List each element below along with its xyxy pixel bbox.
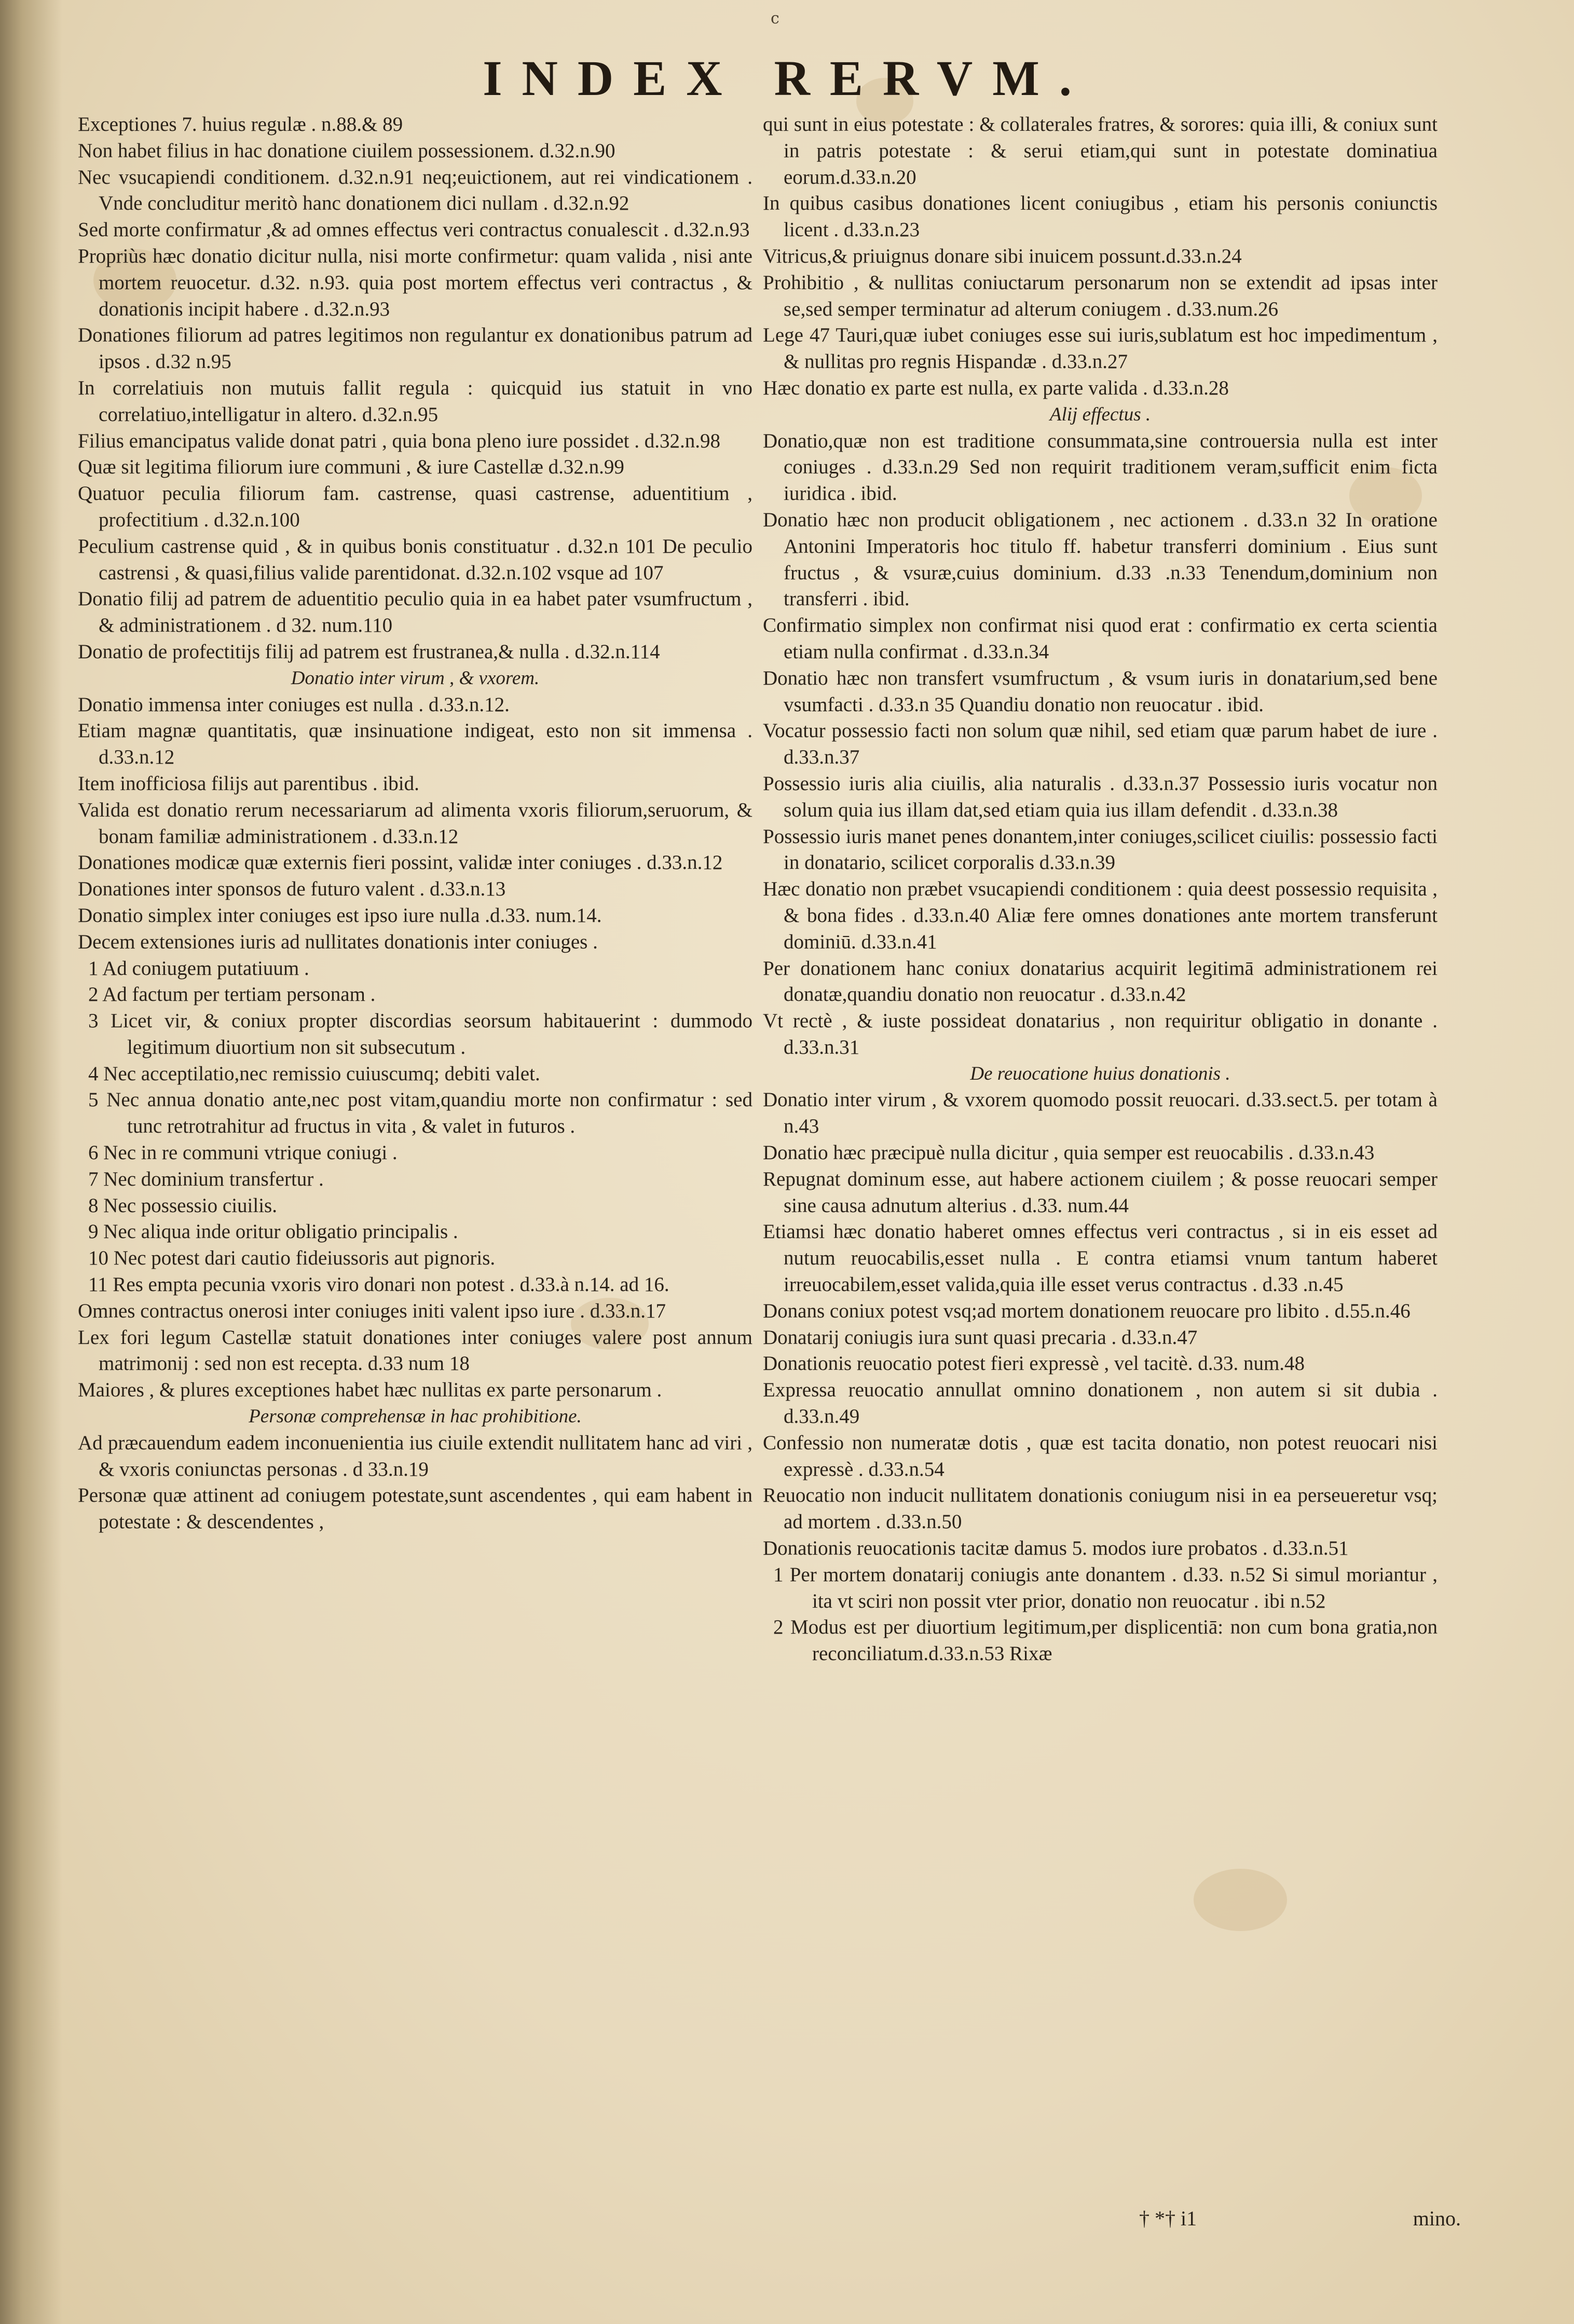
index-entry: Repugnat dominum esse, aut habere actionem ciuilem ; & posse reuocari semper sine causa adnutum alterius . d.33. num.44 [763, 1167, 1438, 1217]
index-entry: Donatio inter virum , & vxorem quomodo possit reuocari. d.33.sect.5. per totam à n.43 [763, 1089, 1438, 1138]
index-entry: Filius emancipatus valide donat patri , quia bona pleno iure possidet . d.32.n.98 [78, 429, 721, 452]
index-entry: Ad præcauendum eadem inconuenientia ius ciuile extendit nullitatem hanc ad viri , & vxoris coniunctas personas . d 33.n.19 [78, 1431, 752, 1480]
index-entry: qui sunt in eius potestate : & collaterales fratres, & sorores: quia illi, & coniux sunt in patris potestate : & serui etiam,qui sunt in potestate dominatiua eorum.d.33.n.20 [763, 113, 1438, 188]
index-entry: Expressa reuocatio annullat omnino donationem , non autem si sit dubia . d.33.n.49 [763, 1379, 1438, 1428]
index-entry: Donatio hæc non transfert vsumfructum , & vsum iuris in donatarium,sed bene vsumfacti . d.33.n 35 Quandiu donatio non reuocatur . ibid. [763, 667, 1438, 716]
index-entry: Possessio iuris alia ciuilis, alia naturalis . d.33.n.37 Possessio iuris vocatur non solum quia ius illam dat,sed etiam quia ius illam defendit . d.33.n.38 [763, 772, 1438, 821]
index-entry: Quæ sit legitima filiorum iure communi , & iure Castellæ d.32.n.99 [78, 456, 624, 479]
index-entry: Exceptiones 7. huius regulæ . n.88.& 89 [78, 113, 403, 135]
index-entry: Possessio iuris manet penes donantem,inter coniuges,scilicet ciuilis: possessio facti in donatario, scilicet corporalis d.33.n.39 [763, 825, 1438, 874]
index-subheading: De reuocatione huius donationis . [970, 1063, 1230, 1084]
index-entry: Confessio non numeratæ dotis , quæ est tacita donatio, non potest reuocari nisi expressè . d.33.n.54 [763, 1431, 1438, 1480]
catchword: mino. [1413, 2207, 1461, 2230]
index-entry: In quibus casibus donationes licent coniugibus , etiam his personis coniunctis licent . d.33.n.23 [763, 192, 1438, 241]
index-entry: Confirmatio simplex non confirmat nisi quod erat : confirmatio ex certa scientia etiam nulla confirmat . d.33.n.34 [763, 614, 1438, 663]
index-entry: Propriùs hæc donatio dicitur nulla, nisi morte confirmetur: quam valida , nisi ante mortem reuocetur. d.32. n.93. quia post mortem effectus veri contractus , & donationis incipit habere . d.32.n.93 [78, 244, 752, 320]
index-entry: Reuocatio non inducit nullitatem donationis coniugum nisi in ea perseueretur vsq; ad mortem . d.33.n.50 [763, 1484, 1438, 1533]
index-column-left [78, 112, 752, 2214]
index-entry: In correlatiuis non mutuis fallit regula : quicquid ius statuit in vno correlatiuo,intelligatur in altero. d.32.n.95 [78, 376, 752, 426]
index-entry: Prohibitio , & nullitas coniuctarum personarum non se extendit ad ipsas inter se,sed semper terminatur ad alterum coniugem . d.33.num.26 [763, 271, 1438, 320]
index-entry: 4 Nec acceptilatio,nec remissio cuiuscumq; debiti valet. [88, 1062, 540, 1085]
index-entry: 2 Modus est per diuortium legitimum,per displicentiā: non cum bona gratia,non reconciliatum.d.33.n.53 Rixæ [773, 1616, 1438, 1665]
index-entry: Vt rectè , & iuste possideat donatarius , non requiritur obligatio in donante . d.33.n.31 [763, 1010, 1438, 1058]
index-entry: Sed morte confirmatur ,& ad omnes effectus veri contractus conualescit . d.32.n.93 [78, 219, 750, 241]
index-entry: Donationes inter sponsos de futuro valent . d.33.n.13 [78, 878, 506, 901]
index-entry: Donationes filiorum ad patres legitimos non regulantur ex donationibus patrum ad ipsos . d.32 n.95 [78, 324, 752, 373]
index-entry: 7 Nec dominium transfertur . [88, 1167, 324, 1190]
page-footer [1139, 2206, 1461, 2231]
index-entry: Donationes modicæ quæ externis fieri possint, validæ inter coniuges . d.33.n.12 [78, 851, 723, 874]
index-entry: Donatio filij ad patrem de aduentitio peculio quia in ea habet pater vsumfructum , & administrationem . d 32. num.110 [78, 588, 752, 637]
index-entry: Etiam magnæ quantitatis, quæ insinuatione indigeat, esto non sit immensa . d.33.n.12 [78, 719, 752, 769]
signature-mark: † *† i1 [1139, 2207, 1197, 2230]
index-entry: Peculium castrense quid , & in quibus bonis constituatur . d.32.n 101 De peculio castrensi , & quasi,filius valide parentidonat. d.32.n.102 vsque ad 107 [78, 535, 752, 584]
index-entry: Decem extensiones iuris ad nullitates donationis inter coniuges . [78, 930, 598, 953]
index-entry: Donatio de profectitijs filij ad patrem est frustranea,& nulla . d.32.n.114 [78, 640, 660, 663]
index-entry: Donatio,quæ non est traditione consummata,sine controuersia nulla est inter coniuges . d.33.n.29 Sed non requirit traditionem veram,sufficit enim ficta iuridica . ibid. [763, 429, 1438, 505]
page-gutter-shadow [0, 0, 62, 2324]
index-entry: Non habet filius in hac donatione ciuilem possessionem. d.32.n.90 [78, 139, 615, 162]
index-entry: 2 Ad factum per tertiam personam . [88, 983, 376, 1006]
index-entry: 5 Nec annua donatio ante,nec post vitam,quandiu morte non confirmatur : sed tunc retrotrahitur ad fructus in vita , & valet in futuros . [88, 1089, 752, 1138]
index-subheading: Donatio inter virum , & vxorem. [291, 667, 540, 689]
index-entry: 6 Nec in re communi vtrique coniugi . [88, 1141, 398, 1164]
index-entry: Donatio hæc præcipuè nulla dicitur , quia semper est reuocabilis . d.33.n.43 [763, 1141, 1375, 1164]
index-entry: Quatuor peculia filiorum fam. castrense, quasi castrense, aduentitium , profectitium . d.32.n.100 [78, 482, 752, 531]
index-entry: Valida est donatio rerum necessariarum ad alimenta vxoris filiorum,seruorum, & bonam familiæ administrationem . d.33.n.12 [78, 798, 752, 848]
index-subheading: Alij effectus . [1049, 403, 1151, 425]
index-entry: Donationis reuocatio potest fieri expressè , vel tacitè. d.33. num.48 [763, 1352, 1305, 1375]
index-entry: Omnes contractus onerosi inter coniuges initi valent ipso iure . d.33.n.17 [78, 1299, 666, 1322]
index-entry: 3 Licet vir, & coniux propter discordias seorsum habitauerint : dummodo legitimum diuortium non sit subsecutum . [88, 1010, 752, 1058]
index-entry: 1 Ad coniugem putatiuum . [88, 957, 309, 980]
index-entry: Vitricus,& priuignus donare sibi inuicem possunt.d.33.n.24 [763, 244, 1242, 267]
index-entry: 10 Nec potest dari cautio fideiussoris aut pignoris. [88, 1247, 496, 1270]
index-entry: 9 Nec aliqua inde oritur obligatio principalis . [88, 1220, 458, 1243]
index-entry: Donatarij coniugis iura sunt quasi precaria . d.33.n.47 [763, 1326, 1198, 1349]
index-entry: 8 Nec possessio ciuilis. [88, 1194, 277, 1217]
index-column-right [763, 112, 1438, 2214]
index-entry: Donatio simplex inter coniuges est ipso iure nulla .d.33. num.14. [78, 904, 602, 927]
index-subheading: Personæ comprehensæ in hac prohibitione. [249, 1406, 582, 1428]
index-entry: Donationis reuocationis tacitæ damus 5. modos iure probatos . d.33.n.51 [763, 1537, 1349, 1560]
index-entry: 1 Per mortem donatarij coniugis ante donantem . d.33. n.52 Si simul moriantur , ita vt sciri non possit vter prior, donatio non reuocatur . ibi n.52 [773, 1563, 1438, 1612]
index-entry: Personæ quæ attinent ad coniugem potestate,sunt ascendentes , qui eam habent in potestate : & descendentes , [78, 1484, 752, 1533]
index-entry: Etiamsi hæc donatio haberet omnes effectus veri contractus , si in eis esset ad nutum reuocabilis,esset nulla . E contra etiamsi vnum tantum haberet irreuocabilem,esset valida,quia ille esset verus contractus . d.33 .n.45 [763, 1220, 1438, 1296]
index-entry: Maiores , & plures exceptiones habet hæc nullitas ex parte personarum . [78, 1379, 662, 1402]
index-entry: Donatio immensa inter coniuges est nulla . d.33.n.12. [78, 693, 510, 716]
index-entry: 11 Res empta pecunia vxoris viro donari non potest . d.33.à n.14. ad 16. [88, 1273, 669, 1296]
index-entry: Vocatur possessio facti non solum quæ nihil, sed etiam quæ parum habet de iure . d.33.n.37 [763, 719, 1438, 769]
index-entry: Per donationem hanc coniux donatarius acquirit legitimā administrationem rei donatæ,quandiu donatio non reuocatur . d.33.n.42 [763, 957, 1438, 1006]
top-mark: c [771, 9, 779, 28]
page-title: INDEX RERVM. [483, 50, 1091, 106]
index-entry: Hæc donatio ex parte est nulla, ex parte valida . d.33.n.28 [763, 376, 1229, 399]
index-entry: Donatio hæc non producit obligationem , nec actionem . d.33.n 32 In oratione Antonini Imperatoris hoc titulo ff. habetur transferri dominium . Eius sunt fructus , & vsuræ,cuius dominium. d.33 .n.33 Tenendum,dominium non transferri . ibid. [763, 508, 1438, 610]
index-entry: Nec vsucapiendi conditionem. d.32.n.91 neq;euictionem, aut rei vindicationem . Vnde concluditur meritò hanc donationem dici nullam . d.32.n.92 [78, 166, 752, 215]
index-entry: Lex fori legum Castellæ statuit donationes inter coniuges valere post annum matrimonij : sed non est recepta. d.33 num 18 [78, 1326, 752, 1375]
index-entry: Hæc donatio non præbet vsucapiendi conditionem : quia deest possessio requisita , & bona fides . d.33.n.40 Aliæ fere omnes donationes ante mortem transferunt dominiū. d.33.n.41 [763, 878, 1438, 953]
index-entry: Lege 47 Tauri,quæ iubet coniuges esse sui iuris,sublatum est hoc impedimentum , & nullitas pro regnis Hispandæ . d.33.n.27 [763, 324, 1438, 373]
index-entry: Donans coniux potest vsq;ad mortem donationem reuocare pro libito . d.55.n.46 [763, 1299, 1411, 1322]
index-entry: Item inofficiosa filijs aut parentibus . ibid. [78, 772, 419, 795]
